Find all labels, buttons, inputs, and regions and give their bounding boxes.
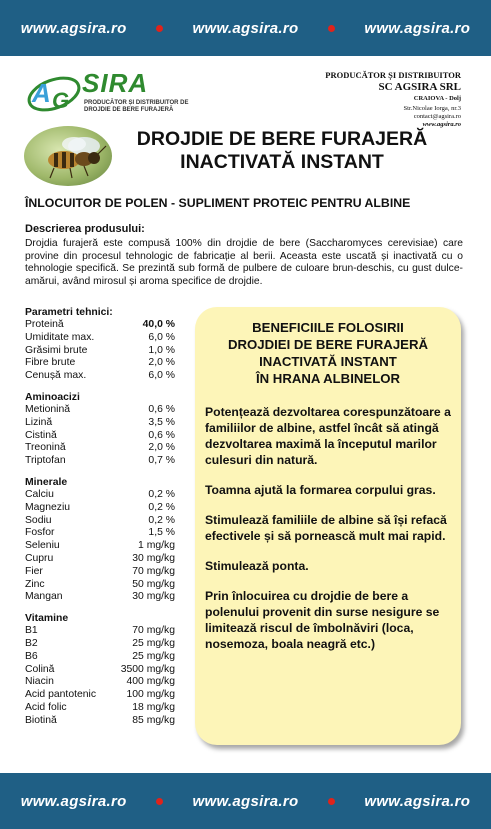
website-link[interactable]: www.agsira.ro xyxy=(364,19,471,37)
param-value: 70 mg/kg xyxy=(132,565,175,577)
param-value: 6,0 % xyxy=(148,370,175,382)
param-row xyxy=(25,430,175,443)
param-row xyxy=(25,553,175,566)
param-name: Acid pantotenic xyxy=(25,689,97,701)
logo-tagline: PRODUCĂTOR ȘI DISTRIBUITOR DE DROJDIE DE BERE FURAJERĂ xyxy=(84,100,189,113)
param-row xyxy=(25,370,175,383)
bee-icon xyxy=(24,126,112,186)
param-name: Colină xyxy=(25,663,55,675)
website-link[interactable]: www.agsira.ro xyxy=(20,19,127,37)
param-row xyxy=(25,702,175,715)
param-name: B2 xyxy=(25,637,38,649)
param-value: 0,2 % xyxy=(148,514,175,526)
param-value: 1,5 % xyxy=(148,527,175,539)
param-name: Proteină xyxy=(25,319,64,330)
website-link[interactable]: www.agsira.ro xyxy=(192,792,299,810)
param-value: 18 mg/kg xyxy=(132,701,175,713)
param-name: Seleniu xyxy=(25,540,60,552)
param-value: 0,7 % xyxy=(148,455,175,467)
website-link[interactable]: www.agsira.ro xyxy=(20,792,127,810)
param-value: 30 mg/kg xyxy=(132,591,175,603)
param-group-heading: Aminoacizi xyxy=(25,391,80,403)
benefits-title: BENEFICIILE FOLOSIRII DROJDIEI DE BERE FURAJERĂ INACTIVATĂ INSTANT ÎN HRANA ALBINELOR xyxy=(227,320,429,386)
param-row xyxy=(25,404,175,417)
description-heading: Descrierea produsului: xyxy=(25,223,145,235)
benefits-box xyxy=(195,307,461,745)
distributor-role: PRODUCĂTOR ȘI DISTRIBUITOR xyxy=(325,70,461,80)
company-name: SC AGSIRA SRL xyxy=(378,81,461,93)
param-name: Fier xyxy=(25,565,43,577)
param-name: Acid folic xyxy=(25,701,67,713)
company-email[interactable]: contact@agsira.ro xyxy=(413,113,461,120)
logo-wordmark: SIRA xyxy=(82,68,149,98)
bullet-dot-icon xyxy=(328,798,335,805)
param-name: Cistină xyxy=(25,429,57,441)
param-row xyxy=(25,489,175,502)
param-row xyxy=(25,319,175,332)
description-text: Drojdia furajeră este compusă 100% din drojdie de bere (Saccharomyces cerevisiae) care provine din procesul tehnologic de fabricație al berii. Aceasta este uscată și inactivată cu o tehnologie specifică. Se prezintă sub formă de pulbere de culoare brun-deschis, cu gust dulce-amărui, având mirosul și aroma specifice de drojdie. xyxy=(25,238,463,287)
bullet-dot-icon xyxy=(156,25,163,32)
param-name: Zinc xyxy=(25,578,45,590)
param-name: B6 xyxy=(25,650,38,662)
agsira-logo xyxy=(24,64,204,124)
param-value: 2,0 % xyxy=(148,357,175,369)
param-name: Lizină xyxy=(25,416,53,428)
website-link[interactable]: www.agsira.ro xyxy=(192,19,299,37)
param-value: 1,0 % xyxy=(148,344,175,356)
param-name: Mangan xyxy=(25,591,63,603)
param-row xyxy=(25,566,175,579)
bullet-dot-icon xyxy=(156,798,163,805)
param-row xyxy=(25,332,175,345)
param-group-heading: Vitamine xyxy=(25,613,69,625)
param-group-heading: Minerale xyxy=(25,476,68,488)
bullet-dot-icon xyxy=(328,25,335,32)
param-name: Cupru xyxy=(25,552,54,564)
param-row xyxy=(25,442,175,455)
param-value: 0,2 % xyxy=(148,501,175,513)
param-value: 0,6 % xyxy=(148,403,175,415)
bottom-url-banner xyxy=(0,773,491,829)
param-name: Sodiu xyxy=(25,514,52,526)
bee-photo xyxy=(24,126,112,186)
param-name: Treonină xyxy=(25,442,66,454)
param-name: B1 xyxy=(25,625,38,637)
param-row xyxy=(25,651,175,664)
param-name: Magneziu xyxy=(25,501,71,513)
technical-parameters xyxy=(25,307,175,728)
param-value: 30 mg/kg xyxy=(132,552,175,564)
svg-text:A: A xyxy=(32,78,51,108)
param-name: Umiditate max. xyxy=(25,331,95,343)
param-row xyxy=(25,676,175,689)
param-row xyxy=(25,357,175,370)
param-name: Cenușă max. xyxy=(25,370,87,382)
param-group-heading: Parametri tehnici: xyxy=(25,307,113,318)
company-city: CRAIOVA - Dolj xyxy=(413,95,461,102)
param-value: 6,0 % xyxy=(148,331,175,343)
param-name: Fibre brute xyxy=(25,357,76,369)
param-row xyxy=(25,515,175,528)
param-row xyxy=(25,625,175,638)
benefit-item: Stimulează ponta. xyxy=(205,559,309,573)
company-website[interactable]: www.agsira.ro xyxy=(422,121,461,128)
param-value: 25 mg/kg xyxy=(132,650,175,662)
param-value: 3,5 % xyxy=(148,416,175,428)
param-value: 0,2 % xyxy=(148,488,175,500)
benefit-item: Toamna ajută la formarea corpului gras. xyxy=(205,483,436,497)
param-value: 70 mg/kg xyxy=(132,625,175,637)
param-value: 85 mg/kg xyxy=(132,714,175,726)
param-value: 25 mg/kg xyxy=(132,637,175,649)
param-name: Biotină xyxy=(25,714,57,726)
product-subtitle: ÎNLOCUITOR DE POLEN - SUPLIMENT PROTEIC PENTRU ALBINE xyxy=(25,196,411,210)
param-value: 3500 mg/kg xyxy=(120,663,175,675)
param-row xyxy=(25,417,175,430)
param-row xyxy=(25,502,175,515)
param-row xyxy=(25,664,175,677)
param-name: Grăsimi brute xyxy=(25,344,88,356)
param-name: Fosfor xyxy=(25,527,55,539)
param-value: 50 mg/kg xyxy=(132,578,175,590)
param-name: Niacin xyxy=(25,676,54,688)
param-row xyxy=(25,540,175,553)
website-link[interactable]: www.agsira.ro xyxy=(364,792,471,810)
top-url-banner xyxy=(0,0,491,56)
param-name: Calciu xyxy=(25,488,54,500)
company-address: Str.Nicolae Iorga, nr.3 xyxy=(403,105,461,112)
param-value: 400 mg/kg xyxy=(126,676,175,688)
product-title: DROJDIE DE BERE FURAJERĂ INACTIVATĂ INSTANT xyxy=(136,128,428,173)
benefit-item: Stimulează familiile de albine să își refacă efectivele și să pornească mult mai rapid. xyxy=(205,513,447,543)
param-row xyxy=(25,638,175,651)
param-row xyxy=(25,527,175,540)
param-value: 0,6 % xyxy=(148,429,175,441)
param-value: 1 mg/kg xyxy=(138,540,175,552)
param-row xyxy=(25,579,175,592)
svg-text:G: G xyxy=(52,88,70,113)
param-row xyxy=(25,591,175,604)
param-row xyxy=(25,689,175,702)
param-name: Metionină xyxy=(25,403,71,415)
param-value: 40,0 % xyxy=(142,319,175,330)
param-name: Triptofan xyxy=(25,455,66,467)
param-row xyxy=(25,715,175,728)
param-value: 2,0 % xyxy=(148,442,175,454)
distributor-info xyxy=(291,70,461,129)
benefit-item: Prin înlocuirea cu drojdie de bere a polenului provenit din surse nesigure se limitează riscul de îmbolnăviri (loca, nosemoza, boala neagră etc.) xyxy=(205,589,440,651)
param-row xyxy=(25,455,175,468)
param-row xyxy=(25,345,175,358)
benefit-item: Potențează dezvoltarea corespunzătoare a familiilor de albine, astfel încât să atingă dezvoltarea maximă la începutul marilor culesuri din natură. xyxy=(205,405,451,467)
param-value: 100 mg/kg xyxy=(126,689,175,701)
